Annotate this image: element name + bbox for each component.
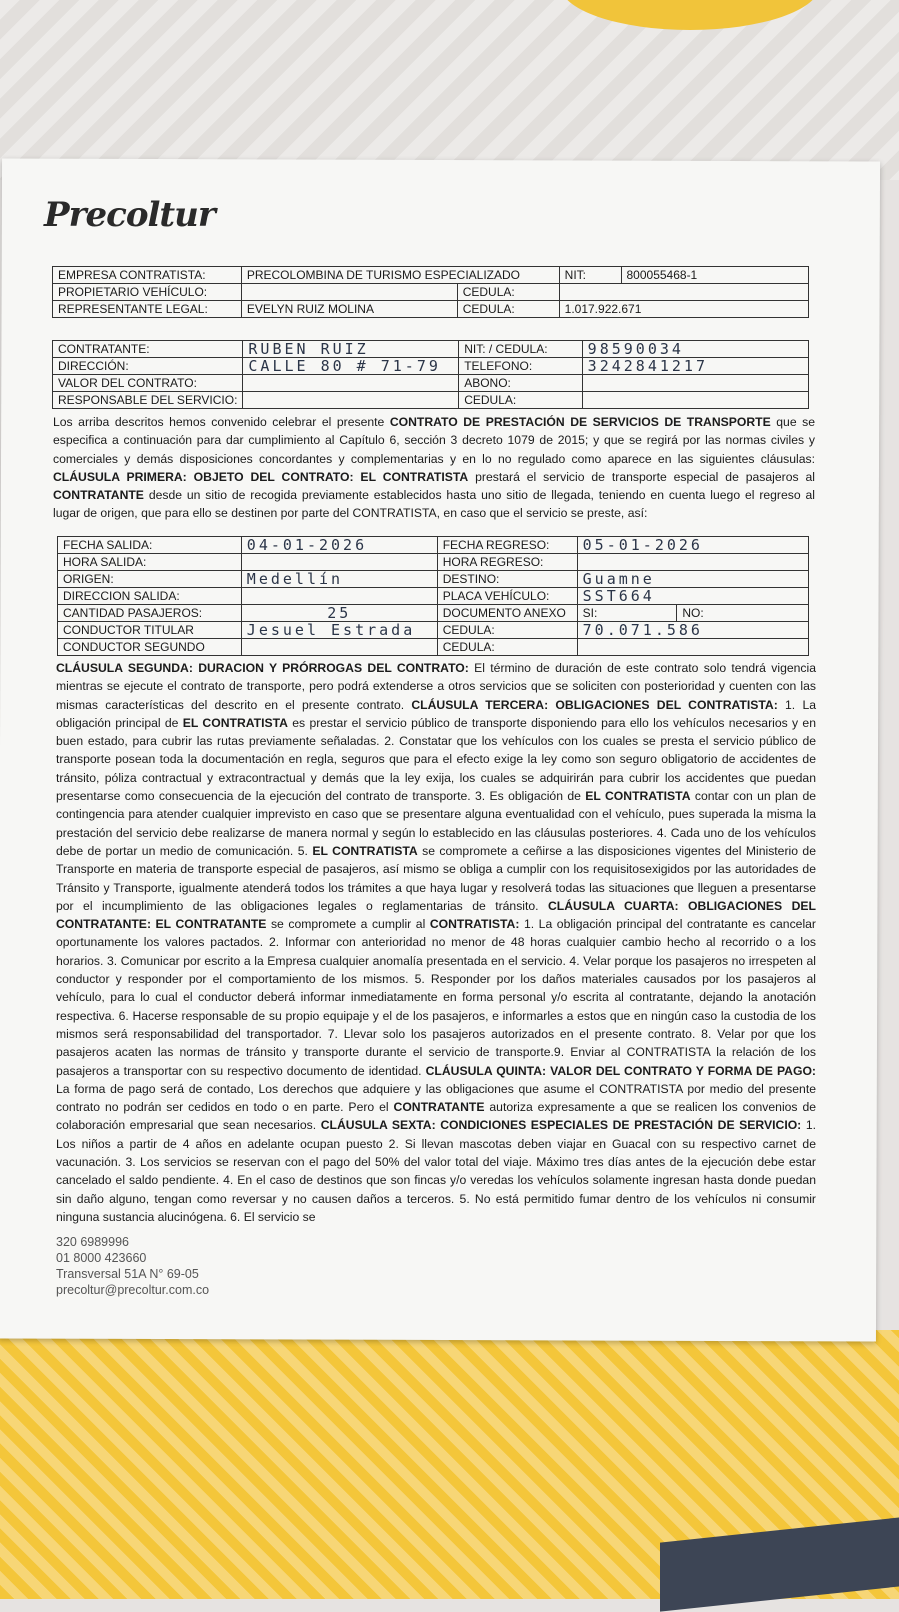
contract-title: CONTRATO DE PRESTACIÓN DE SERVICIOS DE TRANSPORTE <box>389 415 771 429</box>
representante-label: REPRESENTANTE LEGAL: <box>53 301 242 318</box>
clause-text: 1. Los niños a partir de 4 años en adelante ocupan puesto 2. Si llevan mascotas deben viajar en Guacal con su respectivo carnet de vacunación. 3. Los servicios se reservan con el pago del 50% del valor total del viaje. Máximo tres días antes de la ejecución debe estar cancelado el saldo pendiente. 4. En el caso de destinos que son fincas y/o veredas los vehículos solamente ingresan hasta donde puedan sin daño alguno, tengan como reversar y no causen daños a terceros. 5. No está permitido fumar dentro de los vehículos ni consumir ninguna sustancia alucinógena. 6. El servicio se <box>56 1118 816 1224</box>
clause-text: El término de duración de este contrato solo tendrá vigencia mientras se ejecute el contrato de transporte, pero podrá extenderse a otros servicios que se soliciten con posterioridad y cuenten con las mismas características del descrito en el presente contrato. <box>56 661 816 712</box>
clause-text: 1. La obligación principal del contratante es cancelar oportunamente los valores pactados. 2. Informar con anterioridad no menor de 48 horas cualquier cambio hecho al recorrido o a los horarios. 3. Comunicar por escrito a la Empresa cualquier anomalía presentada en el servicio. 4. Velar porque los pasajeros no irrespeten al conductor y responder por el comportamiento de los mismos. 5. Responder por los daños materiales causados por los pasajeros al vehículo, para lo cual el conductor deberá informar inmediatamente en forma personal y/o escrita al contratante, dejando la anotación respectiva. 6. Hacerse responsable de su propio equipaje y el de los pasajeros, e informarles a estos que en ningún caso la custodia de los mismos será responsabilidad del transportador. 7. Llevar solo los pasajeros autorizados en el presente contrato. 8. Velar por que los pasajeros acaten las normas de tránsito y transporte durante el servicio de transporte.9. Enviar al CONTRATISTA la relación de los pasajeros a transportar con su respectivo documento de identidad. <box>56 917 816 1078</box>
fecha-regreso-label: FECHA REGRESO: <box>437 537 577 554</box>
clause-text: es prestar el servicio público de transporte disponiendo para ello los vehículos necesarios y en buen estado, para cubrir las rutas previamente señaladas. 2. Constatar que los vehículos con los cuales se presta el servicio público de transporte posean toda la documentación en regla, seguros que para el efecto exige la ley como son seguro obligatorio de accidentes de tránsito, póliza contractual y extracontractual y demás que la ley exija, los cuales se adquirirán para cubrir los accidentes que puedan presentarse como consecuencia de la ejecución del contrato de transporte. 3. Es obligación de <box>56 715 816 804</box>
cedula-label: CEDULA: <box>437 622 577 639</box>
hora-regreso-value <box>577 554 808 571</box>
direccion-value: CALLE 80 # 71-79 <box>243 358 459 375</box>
clause-text: La forma de pago será de contado, Los derechos que adquiere y las obligaciones que asume el CONTRATISTA por medio del presente contrato no podrán ser cedidos en todo o en parte. Pero el <box>56 1081 816 1115</box>
origen-value: Medellín <box>241 571 437 588</box>
footer-email: precoltur@precoltur.com.co <box>56 1283 210 1297</box>
bold-term: EL CONTRATISTA <box>182 715 288 730</box>
direccion-salida-value <box>241 588 437 605</box>
placa-value: SST664 <box>577 588 808 605</box>
footer-contact <box>56 1234 209 1298</box>
cedula-representante-value: 1.017.922.671 <box>559 301 808 318</box>
responsable-label: RESPONSABLE DEL SERVICIO: <box>53 392 243 409</box>
conductor-segundo-value <box>241 639 437 656</box>
intro-text: desde un sitio de recogida previamente establecidos hasta uno sitio de llegada, teniendo en cuenta luego el regreso al lugar de origen, que para ello se destinen por parte del CONTRATISTA, en caso que el servicio se preste, así: <box>53 488 815 521</box>
representante-value: EVELYN RUIZ MOLINA <box>241 301 457 318</box>
fabric-background-top <box>0 0 899 180</box>
clauses-paragraph <box>56 659 816 1226</box>
clause-text: se compromete a cumplir al <box>266 917 430 932</box>
contratante-value: RUBEN RUIZ <box>243 341 459 358</box>
intro-paragraph <box>53 413 815 523</box>
clause-heading: CLÁUSULA QUINTA: VALOR DEL CONTRATO Y FORMA DE PAGO: <box>425 1063 816 1078</box>
propietario-label: PROPIETARIO VEHÍCULO: <box>53 284 242 301</box>
origen-label: ORIGEN: <box>58 571 242 588</box>
cedula-label: CEDULA: <box>457 284 559 301</box>
footer-phone-2: 01 8000 423660 <box>56 1251 147 1265</box>
clause-text: contar con un plan de contingencia para atender cualquier imprevisto en caso que se presentare alguna eventualidad con el vehículo, pues superada la misma la prestación del servicio debe realizarse de manera normal y según lo establecido en las cláusulas posteriores. 4. Cada uno de los vehículos debe de portar un medio de comunicación. 5. <box>56 789 817 858</box>
empresa-value: PRECOLOMBINA DE TURISMO ESPECIALIZADO <box>241 267 559 284</box>
bold-term: CONTRATANTE <box>393 1100 485 1115</box>
contratante-label: CONTRATANTE: <box>53 341 243 358</box>
trip-info-table <box>57 536 809 656</box>
responsable-value <box>243 392 459 409</box>
nit-label: NIT: <box>559 267 621 284</box>
clause-text: 1. La obligación principal de <box>56 697 816 730</box>
clause-heading: CLÁUSULA SEXTA: CONDICIONES ESPECIALES DE PRESTACIÓN DE SERVICIO: <box>320 1118 802 1133</box>
clause-text: autoriza expresamente a que se realicen los convenios de colaboración empresarial que sean necesarios. <box>56 1100 817 1133</box>
clause-heading: CLÁUSULA SEGUNDA: DURACION Y PRÓRROGAS DEL CONTRATO: <box>56 661 469 675</box>
placa-label: PLACA VEHÍCULO: <box>437 588 577 605</box>
conductor-segundo-label: CONDUCTOR SEGUNDO <box>58 639 242 656</box>
cedula-label: CEDULA: <box>459 392 582 409</box>
telefono-label: TELEFONO: <box>459 358 582 375</box>
clause-heading: CLÁUSULA PRIMERA: OBJETO DEL CONTRATO: EL CONTRATISTA <box>53 469 469 484</box>
bold-term: EL CONTRATISTA <box>585 789 691 804</box>
cedula-segundo-value <box>577 639 808 656</box>
direccion-label: DIRECCIÓN: <box>53 358 243 375</box>
conductor-titular-value: Jesuel Estrada <box>241 622 437 639</box>
no-label: NO: <box>677 605 809 622</box>
destino-label: DESTINO: <box>437 571 577 588</box>
nit-cedula-value: 98590034 <box>582 341 808 358</box>
hora-regreso-label: HORA REGRESO: <box>437 554 577 571</box>
valor-label: VALOR DEL CONTRATO: <box>53 375 243 392</box>
bold-term: EL CONTRATISTA <box>312 843 418 858</box>
intro-text: Los arriba descritos hemos convenido celebrar el presente <box>53 415 390 429</box>
conductor-titular-label: CONDUCTOR TITULAR <box>58 622 242 639</box>
nit-cedula-label: NIT: / CEDULA: <box>459 341 582 358</box>
company-logo: Precoltur <box>44 195 215 235</box>
cantidad-value: 25 <box>241 605 437 622</box>
cedula-responsable-value <box>582 392 808 409</box>
documento-anexo-label: DOCUMENTO ANEXO <box>437 605 577 622</box>
cedula-titular-value: 70.071.586 <box>577 622 808 639</box>
abono-value <box>582 375 808 392</box>
company-info-table <box>52 266 809 318</box>
bold-term: CONTRATANTE <box>53 488 144 503</box>
bold-term: CONTRATISTA: <box>429 917 520 932</box>
cedula-propietario-value <box>559 284 808 301</box>
cedula-label: CEDULA: <box>437 639 577 656</box>
intro-text: prestará el servicio de transporte especial de pasajeros al <box>468 469 815 484</box>
cedula-label: CEDULA: <box>457 301 559 318</box>
nit-value: 800055468-1 <box>621 267 809 284</box>
client-info-table <box>52 340 809 409</box>
intro-text: que se especifica a continuación para dar cumplimiento al Capítulo 6, sección 3 decreto 1079 de 2015; y que se regirá por las normas civiles y comerciales y demás disposiciones concordantes y complementarias y en lo no regulado como aparece en las siguientes cláusulas: <box>53 415 815 466</box>
hora-salida-label: HORA SALIDA: <box>58 554 242 571</box>
telefono-value: 3242841217 <box>582 358 808 375</box>
fecha-salida-value: 04-01-2026 <box>241 537 437 554</box>
abono-label: ABONO: <box>459 375 582 392</box>
fecha-salida-label: FECHA SALIDA: <box>58 537 242 554</box>
clause-heading: CLÁUSULA TERCERA: OBLIGACIONES DEL CONTRATISTA: <box>411 697 778 712</box>
direccion-salida-label: DIRECCION SALIDA: <box>58 588 242 605</box>
si-label: SI: <box>577 605 677 622</box>
clause-text: se compromete a ceñirse a las disposiciones vigentes del Ministerio de Transporte en materia de transporte especial de pasajeros, así mismo se obliga a cumplir con los requisitosexigidos por las autoridades de Tránsito y Transporte, igualmente atenderá todos los trámites a que haya lugar y resolverá todas las situaciones que lleguen a presentarse por el incumplimiento de las obligaciones legales o reglamentarias de tránsito. <box>56 843 816 913</box>
clause-heading: CLÁUSULA CUARTA: OBLIGACIONES DEL CONTRATANTE: EL CONTRATANTE <box>56 898 816 932</box>
cantidad-label: CANTIDAD PASAJEROS: <box>58 605 242 622</box>
footer-address: Transversal 51A N° 69-05 <box>56 1267 199 1281</box>
footer-phone-1: 320 6989996 <box>56 1235 129 1249</box>
valor-value <box>243 375 459 392</box>
hora-salida-value <box>241 554 437 571</box>
empresa-label: EMPRESA CONTRATISTA: <box>53 267 242 284</box>
destino-value: Guamne <box>577 571 808 588</box>
fecha-regreso-value: 05-01-2026 <box>577 537 808 554</box>
propietario-value <box>241 284 457 301</box>
